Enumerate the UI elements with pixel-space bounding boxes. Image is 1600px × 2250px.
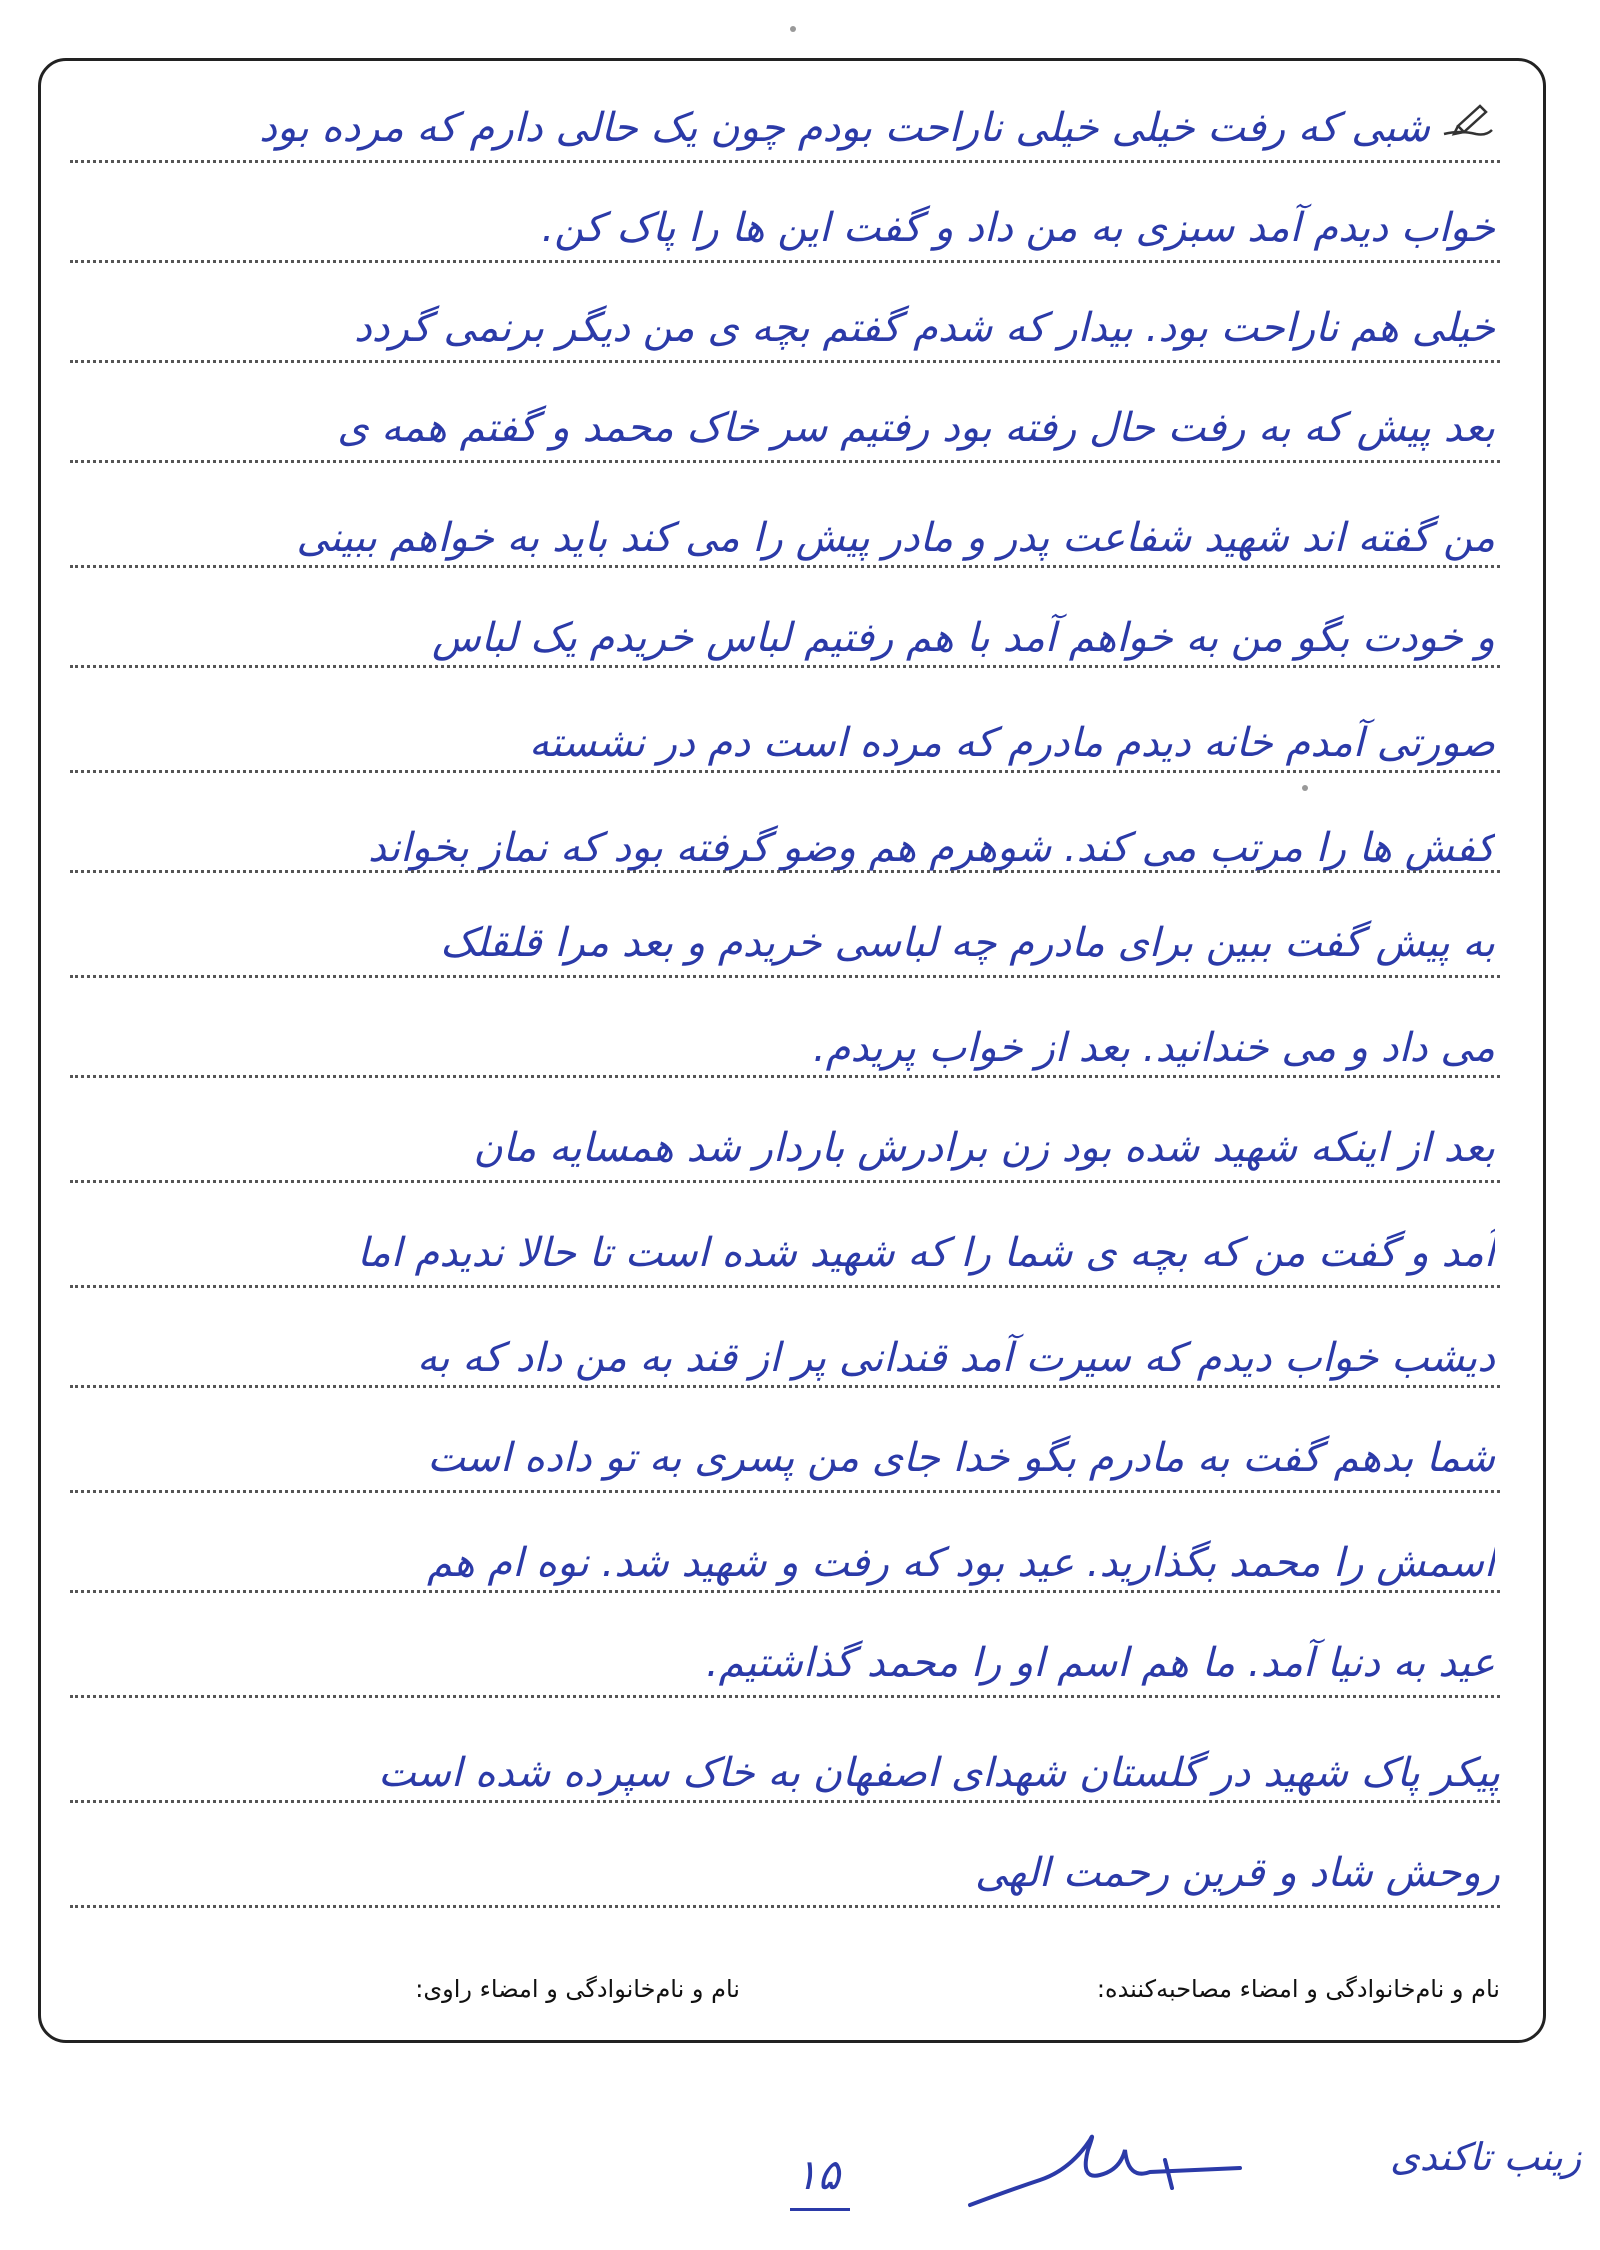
handwritten-line: شما بدهم گفت به مادرم بگو خدا جای من پسری به تو داده است [427, 1435, 1495, 1481]
dotted-rule [70, 260, 1500, 263]
dotted-rule [70, 770, 1500, 773]
stray-dot [790, 26, 796, 32]
handwritten-line: پیکر پاک شهید در گلستان شهدای اصفهان به خاک سپرده شده است [378, 1750, 1500, 1796]
handwritten-line: و خودت بگو من به خواهم آمد با هم رفتیم لباس خریدم یک لباس [432, 615, 1495, 661]
handwritten-line: بعد پیش که به رفت حال رفته بود رفتیم سر خاک محمد و گفتم همه ی [337, 405, 1495, 451]
dotted-rule [70, 1800, 1500, 1803]
handwritten-line: بعد از اینکه شهید شده بود زن برادرش باردار شد همسایه مان [473, 1125, 1495, 1171]
handwritten-line: من گفته اند شهید شفاعت پدر و مادر پیش را می کند باید به خواهم ببینی [296, 515, 1495, 561]
dotted-rule [70, 565, 1500, 568]
page-number-underline [790, 2208, 850, 2211]
handwritten-line: خیلی هم ناراحت بود. بیدار که شدم گفتم بچه ی من دیگر برنمی گردد [353, 305, 1495, 351]
handwritten-line: کفش ها را مرتب می کند. شوهرم هم وضو گرفته بود که نماز بخواند [367, 825, 1495, 871]
page-number: ۱۵ [795, 2150, 841, 2199]
dotted-rule [70, 665, 1500, 668]
handwritten-line: خواب دیدم آمد سبزی به من داد و گفت این ها را پاک کن. [541, 205, 1495, 251]
dotted-rule [70, 975, 1500, 978]
handwritten-line: دیشب خواب دیدم که سیرت آمد قندانی پر از قند به من داد که به [417, 1335, 1495, 1381]
narrator-signature-label: نام و نام‌خانوادگی و امضاء راوی: [415, 1975, 740, 2003]
interviewer-signature-label: نام و نام‌خانوادگی و امضاء مصاحبه‌کننده: [1096, 1975, 1500, 2003]
dotted-rule [70, 460, 1500, 463]
dotted-rule [70, 1590, 1500, 1593]
dotted-rule [70, 1385, 1500, 1388]
dotted-rule [70, 1180, 1500, 1183]
dotted-rule [70, 1490, 1500, 1493]
dotted-rule [70, 1075, 1500, 1078]
dotted-rule [70, 1285, 1500, 1288]
handwritten-line: روحش شاد و قرین رحمت الهی [974, 1850, 1500, 1896]
stray-dot [1302, 785, 1308, 791]
dotted-rule [70, 1905, 1500, 1908]
dotted-rule [70, 160, 1500, 163]
handwritten-line: شبی که رفت خیلی خیلی ناراحت بودم چون یک حالی دارم که مرده بود [259, 105, 1430, 151]
dotted-rule [70, 870, 1500, 873]
handwritten-line: می داد و می خندانید. بعد از خواب پریدم. [813, 1025, 1495, 1071]
handwritten-line: عید به دنیا آمد. ما هم اسم او را محمد گذاشتیم. [705, 1640, 1495, 1686]
handwritten-line: آمد و گفت من که بچه ی شما را که شهید شده است تا حالا ندیدم اما [357, 1230, 1495, 1276]
handwritten-line: اسمش را محمد بگذارید. عید بود که رفت و شهید شد. نوه ام هم [427, 1540, 1495, 1586]
handwritten-line: صورتی آمدم خانه دیدم مادرم که مرده است دم در نشسته [529, 720, 1495, 766]
handwritten-signature [950, 2110, 1250, 2220]
dotted-rule [70, 360, 1500, 363]
signer-name: زینب تاکندی [1390, 2135, 1582, 2179]
dotted-rule [70, 1695, 1500, 1698]
handwritten-line: به پیش گفت ببین برای مادرم چه لباسی خریدم و بعد مرا قلقلک [440, 920, 1495, 966]
